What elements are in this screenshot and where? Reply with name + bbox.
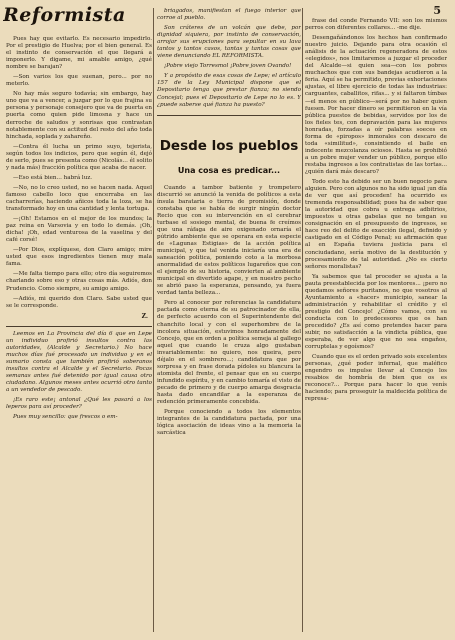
paragraph: —Me falta tiempo para ello; otro día seguiremos charlando sobre eso y otras cosas más. Adiós, don Prudencio. Como siempre, su amigo amigo.: [6, 271, 152, 292]
paragraph: —¡Oh! Estamos en el mejor de los mundos; la paz reina en Varsovia y en todo lo demás. ¡Oh, dicha! ¡Oh, edad venturosa de la vaselina y del café corsé!: [6, 216, 152, 244]
paragraph: —Por Dios, explíquese, don Claro amigo; mire usted que esos ingredientes tienen muy mala fama.: [6, 247, 152, 268]
paragraph: Desengañándonos los hechos han confirmado nuestro juicio. Dejando para otra ocasión el análisis de la actuación regeneradora de estos «elegidos», nos limitaremos a juzgar el proceder del Alcalde—si quien sea—con los pobres muchachos que con sus bandejas acudieron a la feria. Aquí se ha permitido, previas exhortaciones ajustas, el libre ejercicio de todas las industrias: carguantes, caballitos, rifas... y si faltaron tímbas—el menos en público—será por no haber quien fuesen. Por hacer dinero se permitieron en la vía pública puestos de bebidas, servidos por los de los fieles tes, con depravación para las mujeres honradas, forzadas a oír palabras soeces en forma de «piropos» inmorales con descaro de toda «similitud», consintiendo el baile en indecente mezcolanza ociosos. Hasta se prohibió a un pobre mujer vender un público, porque ello restaba ingresos a los contratistas de las tortas...¿quién dará más descaro?: [305, 35, 447, 175]
paragraph: Todo esto ha debido ser un buen negocio para alguien. Pero con algunos no ha sido igual ¡un día de ver que así proceden! ha ocurrido es tremenda responsabilidad; pues ha de saber que la autoridad que cobra u entrega adbitrios, impuestos u otras gabelas que no tengan su consignación en el presupuesto de ingresos, se hace reo del delito de exacción ilegal, definido y castigado en el Código Penal; su afirmación que al en España tuviera justicia para el conciudadano, sería motivo de la destitución y procesamiento de tal autoridad. ¿No es cierto señores moralistas?: [305, 179, 447, 270]
column-left: [6, 36, 152, 632]
paragraph: briagados, manifiestan el fuego interior que corroe al pueblo.: [157, 8, 301, 22]
masthead-title: Reformista: [3, 4, 126, 26]
paragraph: Porque conociendo a todos los elementos integrantes de la candidatura pactada, por una lógica asociación de ideas vino a la memoria la sarcástica: [157, 409, 301, 437]
column-right: [305, 18, 447, 632]
paragraph: —Son varios los que suenan, pero... por no meterlo.: [6, 74, 152, 88]
section-rule: [157, 115, 301, 116]
column-divider: [302, 8, 303, 632]
paragraph: —No, no lo creo usted, no se hacen nada. Aquel famoso cabello loco que encerraba en las cacharrerías, haciendo añicos toda la loza, se ha transformado hoy en una cantidad y lenta tortuga.: [6, 184, 152, 213]
paragraph: Pero al conocer por referencias la candidatura pactada como eterna de su patrocinador de ella, de perfecto acuerdo con el Superintendente del chanchito local y con el superhombre de la incolora situación, estuvimos honradamente del Concejo, que en orden a política semeja al gallego aquel que cuando le cruza algo gustaban invariablemente: no quiero, nos queira, pero déjalo en el sombrero...; candidatura que por sorpresa y en frase dorada pídoles su blancura la atomista del frente, el pensar que en su cuerpo infundido espíritu, y en cambio tomaría el visto de pecado de primero y de cuerpo amarga desgracia hasta dado encandilar a la esperanza de redención primeramente concebida.: [157, 300, 301, 406]
paragraph: Y a propósito de esas cosas de Lepe; el artículo 157 de la Ley Municipal dispone que el Depositario tenga que prestar fianza; no siendo Concejal; pues el Depositario de Lepe no lo es. Y ¿puede saberse qué fianza ha puesto?: [157, 73, 301, 108]
paragraph: Ya sabemos que tal proceder se ajusta a la pauta preestablecida por los mentores... ¡pero no quedamos señores puritanos, no que vosotros al Ayuntamiento a «hacer» municipio, sanear la administración y rehabilitar el crédito y el prestigio del Concejo! ¿Cómo vamos, con su conducta con lo predecesores que os han precedido? ¿Es así como pretendes hacer para subir, no satisfacción a la vindicta pública, que esperaba, de ver algo que no sea engaños, corruptelas y egoísmos?: [305, 273, 447, 351]
paragraph: Cuando que es el orden privado sois excelentes personas, ¿qué poder infernal, que maléfico engendro os impulse llevar al Concejo los resabios de hombría de bien que os es reconoce?... Porque para hacer lo que venís haciendo; para proseguir la maldecida política de represa-: [305, 354, 447, 403]
paragraph: Cuando a tambor batiente y trompetero discurrió se anunció la venida de políticos a esta ínsula barataria o tierra de promisión, donde constaba que se había de surgir ningún doctor Recio que con su intervención en el cerebrar turbase el sosiego mental, de buena fe creímos que una ráfaga de aire oxigenado ornaría el pútrido ambiente que se operara en esta especie de «Lagunas Estigias» de la acción política municipal, y que tal venida iniciaría una era de saneación política, poniendo coto a la morbosa anormalidad de estos políticos lugareños que con el ejemplo de su historia, convierten al ambiente municipal en divertido agape, y en nuestro pecho se abrió paso la esperanza, pensando, ya fuera verdad tanta belleza...: [157, 184, 301, 297]
article-signature: Z.: [141, 312, 148, 320]
paragraph: frase del conde Fernando VII: son los mismos perros con diferentes collares... -me dije.: [305, 18, 447, 32]
paragraph: Son cráteres de un volcán que debe, por dignidad siquiera, por instinto de conservación, arrojar sus erupciones para sepultar en su lava tantos y tantos casos, tantas y tantas cosas que viene denunciando EL REFORMISTA.: [157, 25, 301, 60]
page-number: 5: [433, 4, 441, 17]
paragraph: —Adiós, mi querido don Claro. Sabe usted que se le corresponde.: [6, 295, 152, 309]
section-title: Desde los pueblos: [159, 137, 299, 154]
paragraph: ¡Pobre viejo Torresmol ¡Pobre joven Ovando!: [164, 63, 292, 70]
paragraph: Leemos en La Provincia del día 6 que en Lepe un individuo profirió insultos contra las autoridades, (Alcalde y Secretario.) No hace muchos días fué procesado un individuo y en el sumario consta que también profirió soberanos insultos contra el Alcalde y el Secretario. Pocas semanas antes fué detenido por igual causa otro ciudadano. Algunos meses antes ocurrió otro tanto a un vendedor de pescado.: [6, 330, 152, 394]
paragraph: —Eso está bien... habrá luz.: [13, 174, 93, 181]
column-divider: [153, 8, 154, 632]
paragraph: —Contra él lucha un primo suyo, tejerista, según todos los indicios, pero que según él, dejó de serlo, pues se presenta como (Nicolás... él solito y nada más) fracción política que acaba de nacer.: [6, 143, 152, 171]
paragraph: Pues muy sencillo: que frescos o em-: [13, 414, 118, 421]
italic-note-continued: [157, 8, 301, 109]
article-title: Una cosa es predicar...: [177, 165, 281, 175]
paragraph: ¡Es raro este¡ antonal ¿Qué les pasará a los leperos para así proceder?: [6, 397, 152, 411]
italic-note: [6, 331, 152, 422]
paragraph: No hay más seguro todavía; sin embargo, hay uno que va a vencer, a juzgar por lo que frajina su persona y personaje consejero que va de puerta en puerta como quien pide limosna y hace un derroche de saludos y sonrisas que contrastan notablemente con su actitud del resto del año toda hinchada, soplada y zahareño.: [6, 91, 152, 140]
paragraph: Pues hay que evitarlo. Es necesario impedirlo. Por el prestigio de Huelva; por el bien general. Es el instinto de conservación el que llegará a imponerlo. Y digame, mi amable amigo, ¿qué nombre se barajan?: [6, 36, 152, 71]
column-middle: [157, 8, 301, 632]
section-rule: [6, 326, 152, 327]
